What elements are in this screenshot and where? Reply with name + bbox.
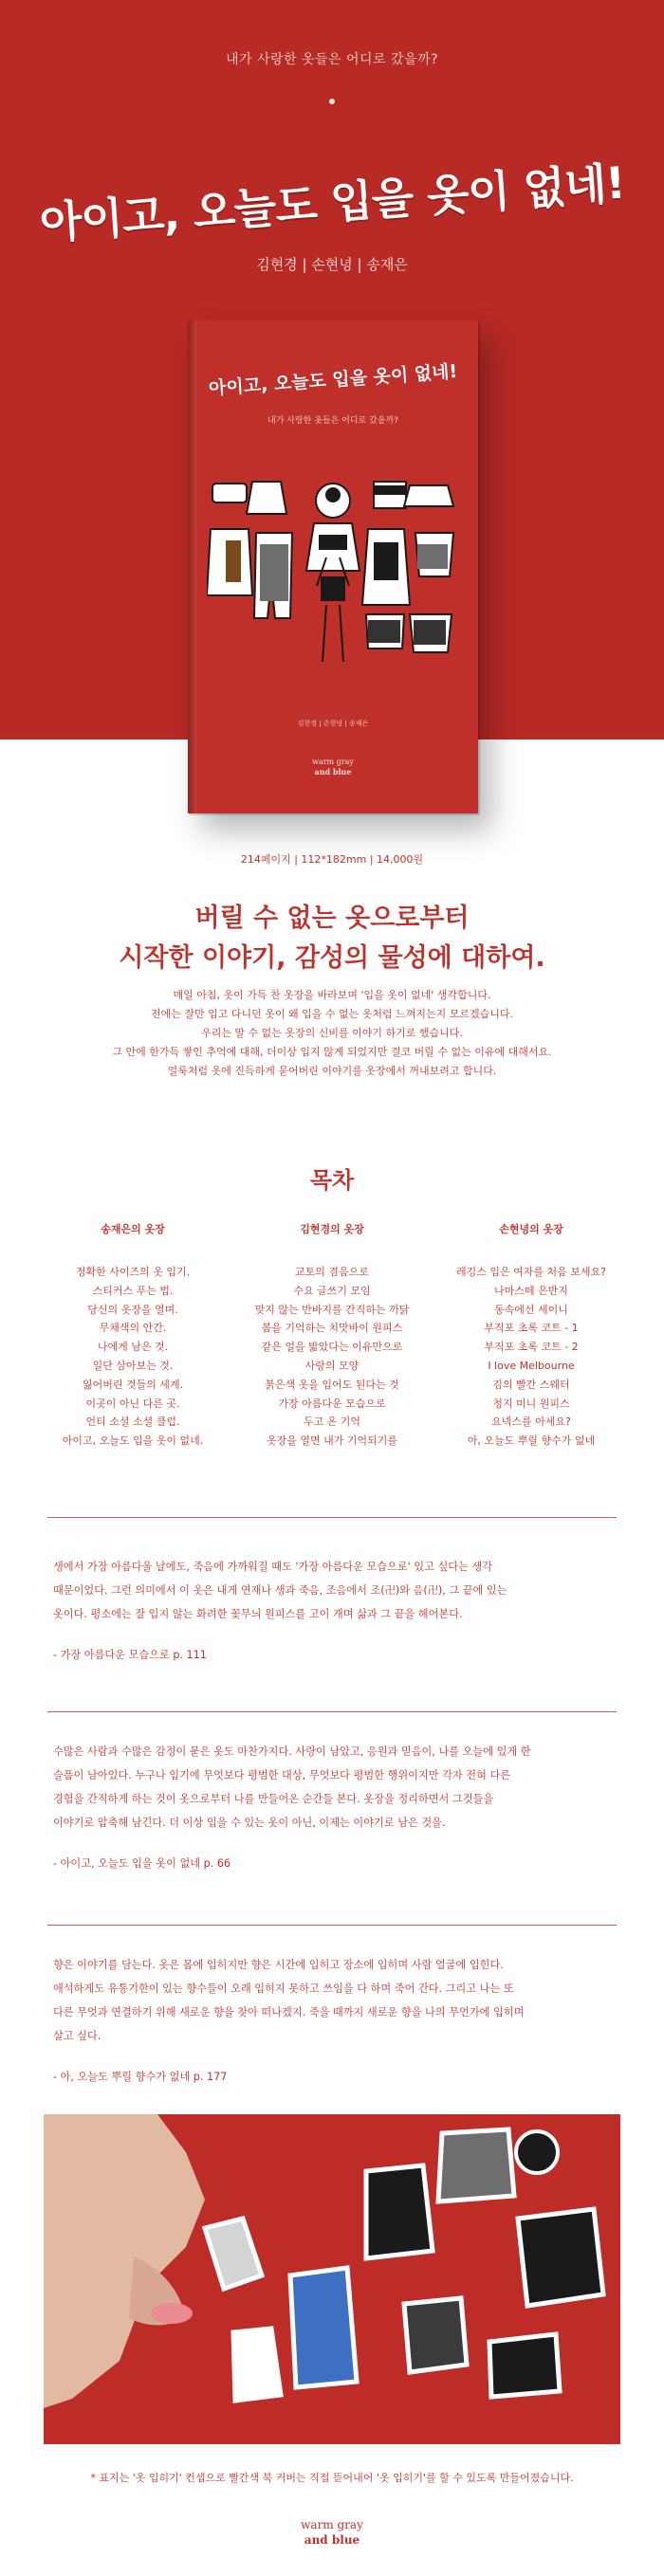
toc-list [223, 1263, 441, 1451]
toc-item: 봄을 기억하는 치맛바이 원피스 [261, 1322, 403, 1335]
toc-item: 청지 미니 원피스 [492, 1397, 570, 1410]
toc-item: 이곳이 아닌 다른 곳. [85, 1397, 180, 1410]
toc-item: 부직포 초록 코트 - 2 [484, 1341, 579, 1354]
publisher-line1: warm gray [301, 2518, 363, 2531]
excerpt-line: 다른 무엇과 연결하기 위해 새로운 향을 찾아 떠나겠지. 죽을 때까지 새로운 향을 나의 무언가에 입히며 [53, 2006, 525, 2019]
paper-doll-illustration [207, 463, 459, 690]
toc-column-kim [223, 1221, 441, 1451]
toc-list [422, 1263, 640, 1451]
lead-headline-line2: 시작한 이야기, 감성의 물성에 대하여. [119, 943, 545, 973]
intro-line: 매일 아침, 옷이 가득 찬 옷장을 바라보며 '입을 옷이 없네' 생각합니다. [173, 989, 491, 1001]
toc-item: 아이고, 오늘도 입을 옷이 없네. [62, 1434, 204, 1448]
book-publisher-line1: warm gray [312, 758, 354, 766]
publisher-logo [0, 2517, 664, 2548]
book-title: 아이고, 오늘도 입을 옷이 없네! [208, 360, 458, 400]
toc-item: 교토의 겸음으로 [295, 1266, 369, 1278]
toc-item: 부직포 초록 코트 - 1 [484, 1322, 579, 1335]
sticker-photo [44, 2114, 620, 2444]
excerpt-line: 때문이었다. 그런 의미에서 이 옷은 내게 연재나 생과 죽음, 조음에서 조(卍)와 음(卍), 그 끝에 있는 [53, 1584, 507, 1597]
book-publisher-line2: and blue [314, 767, 352, 776]
toc-item: 일단 삼아보는 것. [92, 1359, 174, 1372]
toc-item: 아, 오늘도 뿌릴 향수가 없네 [467, 1434, 596, 1448]
publisher-line2: and blue [304, 2533, 360, 2547]
toc-item: 정확한 사이즈의 옷 입기. [75, 1266, 191, 1278]
toc-item: 요넥스를 아세요? [491, 1416, 571, 1429]
divider [47, 1517, 617, 1518]
toc-item: 나마스떼 은반지 [494, 1284, 568, 1297]
toc-item: 맞지 않는 반바지를 간직하는 까닭 [254, 1303, 410, 1316]
intro-line: 전에는 잘만 입고 다니던 옷이 왜 입을 수 없는 옷처럼 느껴지는지 모르겠습니다. [151, 1008, 513, 1020]
intro-line: 그 안에 한가득 쌓인 추억에 대해, 더이상 입지 않게 되었지만 결코 버릴 수 없는 이유에 대해서요. [112, 1046, 552, 1058]
toc-item: 스티커스 푸는 법. [92, 1284, 174, 1297]
toc-item: 같은 얼을 밟았다는 이유만으로 [261, 1341, 403, 1354]
excerpt-line: 살고 싶다. [53, 2030, 101, 2042]
toc-item: 김의 빨간 스웨터 [492, 1378, 570, 1391]
intro-paragraph [0, 986, 664, 1081]
excerpt-line: 이야기로 압축해 남긴다. 더 이상 입을 수 있는 옷이 아닌, 이제는 이야기로 남은 것을. [53, 1817, 446, 1829]
toc-item: 잃어버린 것들의 세계. [82, 1378, 184, 1391]
book-publisher-logo [188, 757, 478, 777]
toc-column-heading: 송재은의 옷장 [101, 1223, 165, 1235]
cover-note: * 표지는 '옷 입히기' 컨셉으로 빨간색 북 커버는 직접 뜯어내어 '옷 입히기'를 할 수 있도록 만들어졌습니다. [90, 2472, 574, 2484]
toc-item: 언티 소셜 소셜 클럽. [85, 1416, 180, 1429]
toc-item: 동속에선 세이니 [494, 1303, 568, 1316]
excerpt-source: - 아이고, 오늘도 입을 옷이 없네 p. 66 [53, 1857, 231, 1870]
intro-line: 우리는 말 수 없는 옷장의 신비를 이야기 하기로 했습니다. [201, 1027, 463, 1039]
book-specs: 214페이지 | 112*182mm | 14,000원 [240, 853, 424, 866]
hero-title: 아이고, 오늘도 입을 옷이 없네! [38, 156, 627, 249]
excerpt-quote-1 [53, 1555, 613, 1667]
toc-title: 목차 [309, 1167, 355, 1194]
excerpt-line: 향은 이야기를 담는다. 옷은 몸에 입히지만 향은 시간에 입히고 장소에 입히며 사람 얼굴에 입힌다. [53, 1959, 504, 1971]
toc-item: 가장 아름다운 모습으로 [278, 1397, 386, 1410]
excerpt-line: 수많은 사람과 수많은 감정이 묻은 옷도 마찬가지다. 사랑이 남았고, 응원과 믿음이, 나를 오늘에 있게 한 [53, 1745, 531, 1758]
excerpt-source: - 아, 오늘도 뿌릴 향수가 없네 p. 177 [53, 2071, 228, 2083]
hero-authors: 김현경 | 손현녕 | 송재은 [256, 256, 408, 273]
toc-item: 당신의 옷장을 열며. [87, 1303, 178, 1316]
toc-column-heading: 손현녕의 옷장 [499, 1223, 563, 1235]
toc-item: 두고 온 기억 [303, 1416, 361, 1429]
excerpt-line: 애석하게도 유통기한이 있는 향수들이 오래 입히지 못하고 쓰임을 다 하며 죽어 간다. 그리고 나는 또 [53, 1982, 514, 1995]
intro-line: 얼룩처럼 옷에 진득하게 묻어버린 이야기를 옷장에서 꺼내보려고 합니다. [167, 1065, 497, 1077]
toc-item: 수요 글쓰기 모임 [293, 1284, 371, 1297]
toc-list [24, 1263, 242, 1451]
excerpt-quote-2 [53, 1740, 613, 1875]
book-subtitle: 내가 사랑한 옷들은 어디로 갔을까? [267, 416, 398, 426]
divider [47, 1711, 617, 1712]
toc-column-heading: 김현경의 옷장 [300, 1223, 364, 1235]
book-authors: 김현경 | 손현녕 | 송재은 [297, 720, 369, 727]
toc-column-song [24, 1221, 242, 1451]
toc-item: 레깅스 입은 여자를 처음 보세요? [456, 1266, 606, 1278]
excerpt-source: - 가장 아름다운 모습으로 p. 111 [53, 1649, 207, 1661]
excerpt-line: 생에서 가장 아름다울 날에도, 죽음에 가까워질 때도 '가장 아름다운 모습으로' 있고 싶다는 생각 [53, 1561, 493, 1573]
toc-column-son [422, 1221, 640, 1451]
toc-item: I love Melbourne [488, 1359, 575, 1372]
hero-subtitle: 내가 사랑한 옷들은 어디로 갔을까? [225, 52, 439, 67]
toc-item: 옷장을 열면 내가 기억되기를 [266, 1434, 397, 1448]
book-cover [188, 320, 478, 813]
lead-headline-line1: 버릴 수 없는 옷으로부터 [194, 904, 470, 933]
toc-item: 사랑의 모양 [304, 1359, 360, 1372]
divider [47, 1925, 617, 1926]
toc-item: 붉은색 옷을 입어도 된다는 것 [265, 1378, 399, 1391]
toc-item: 나에게 남은 것. [97, 1341, 169, 1354]
excerpt-line: 슬픔이 남아있다. 누구나 입기에 무엇보다 평범한 대상, 무엇보다 평범한 행위이지만 각자 전혀 다른 [53, 1769, 511, 1781]
excerpt-quote-3 [53, 1953, 613, 2089]
hero-dot [329, 99, 335, 104]
excerpt-line: 경험을 간직하게 하는 것이 옷으로부터 나를 만들어온 순간들 본다. 옷장을 정리하면서 그것들을 [53, 1793, 494, 1805]
toc-item: 무채색의 안간. [99, 1322, 167, 1335]
excerpt-line: 옷이다. 평소에는 잘 입지 않는 화려한 꽃무늬 원피스를 고이 개며 삶과 그 끝을 헤어본다. [53, 1608, 463, 1620]
